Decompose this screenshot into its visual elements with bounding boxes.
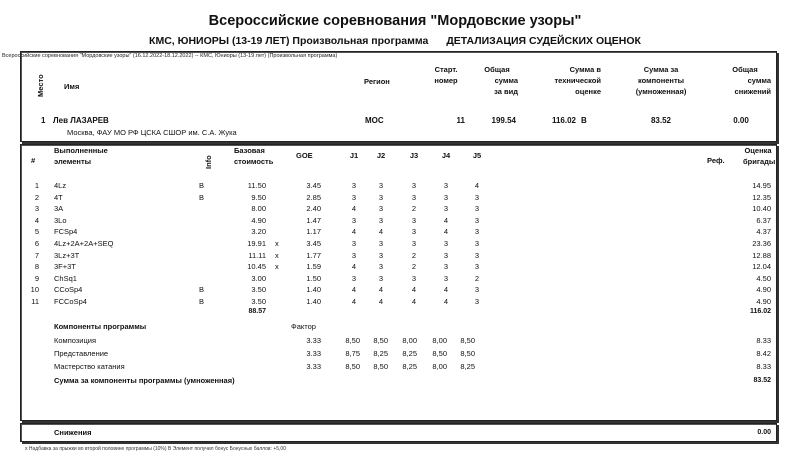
element-judge-2: 3 xyxy=(378,215,384,225)
header-info: Info xyxy=(204,155,213,169)
element-name: 3A xyxy=(54,204,64,214)
element-judge-3: 2 xyxy=(411,250,417,260)
element-judge-5: 4 xyxy=(474,181,480,190)
component-judge-5: 8,50 xyxy=(460,336,475,345)
page-subtitle xyxy=(0,35,790,47)
element-judge-2: 3 xyxy=(378,239,384,248)
element-judge-2: 3 xyxy=(378,250,384,260)
header-deductions xyxy=(711,64,771,97)
element-goe: 1.40 xyxy=(306,297,321,306)
component-judge-1: 8,50 xyxy=(345,362,360,371)
skater-total-score: 199.54 xyxy=(491,116,516,125)
header-tes xyxy=(531,64,601,97)
element-panel-score: 14.95 xyxy=(752,181,771,190)
header-tes-3: оценке xyxy=(575,87,601,96)
element-judge-3: 3 xyxy=(411,227,417,237)
element-goe: 1.47 xyxy=(306,215,321,225)
element-number: 7 xyxy=(34,250,39,260)
header-elements-2: элементы xyxy=(54,157,92,166)
skater-place: 1 xyxy=(41,116,46,125)
element-goe: 2.85 xyxy=(306,192,321,202)
components-total: 83.52 xyxy=(753,377,771,384)
element-judge-2: 4 xyxy=(378,285,384,295)
element-judge-3: 4 xyxy=(411,285,417,295)
component-name: Композиция xyxy=(54,336,97,345)
element-judge-1: 3 xyxy=(351,192,357,202)
element-name: ChSq1 xyxy=(54,273,77,283)
header-pcs xyxy=(621,64,701,97)
header-score-1: Оценка xyxy=(744,146,772,155)
element-panel-score: 4.50 xyxy=(756,273,771,283)
element-judge-4: 4 xyxy=(443,285,449,295)
element-judge-3: 3 xyxy=(411,215,417,225)
component-judge-1: 8,75 xyxy=(345,349,360,358)
element-name: 3Lo xyxy=(54,215,67,225)
component-judge-2: 8,25 xyxy=(373,349,388,358)
deductions-label: Снижения xyxy=(54,428,92,437)
header-element-num: # xyxy=(31,156,36,165)
element-name: FCSp4 xyxy=(54,227,78,237)
element-judge-3: 3 xyxy=(411,181,417,190)
element-judge-3: 3 xyxy=(411,273,417,283)
skater-summary-box xyxy=(2,51,777,142)
element-judge-5: 3 xyxy=(474,227,480,237)
header-j5: J5 xyxy=(472,151,482,160)
header-goe: GOE xyxy=(296,151,313,160)
page-title: Всероссийские соревнования "Мордовские узоры" xyxy=(208,13,582,29)
header-base-2: стоимость xyxy=(234,157,274,166)
skater-tes-flag: B xyxy=(581,116,587,125)
element-panel-score: 4.37 xyxy=(756,227,771,237)
header-ded-1: Общая xyxy=(732,65,758,74)
component-judge-5: 8,50 xyxy=(460,349,475,358)
element-goe: 2.40 xyxy=(306,204,321,214)
element-name: 4T xyxy=(54,192,63,202)
header-elements-1: Выполненные xyxy=(54,146,108,155)
element-judge-1: 3 xyxy=(351,239,357,248)
element-panel-score: 10.40 xyxy=(752,204,771,214)
header-j4: J4 xyxy=(441,151,451,160)
element-judge-2: 4 xyxy=(378,297,384,306)
element-judge-3: 4 xyxy=(411,297,417,306)
component-name: Представление xyxy=(54,349,109,358)
header-region: Регион xyxy=(364,77,390,86)
element-number: 5 xyxy=(34,227,39,237)
element-goe: 1.50 xyxy=(306,273,321,283)
element-base-value: 19.91 xyxy=(247,239,266,248)
element-base-value: 11.11 xyxy=(248,250,266,260)
element-number: 10 xyxy=(30,285,39,295)
header-ded-2: сумма xyxy=(747,76,771,85)
element-panel-score: 4.90 xyxy=(756,285,771,295)
element-judge-3: 3 xyxy=(411,192,417,202)
element-info: B xyxy=(199,181,205,190)
component-factor: 3.33 xyxy=(306,362,321,371)
element-bonus-mark: x xyxy=(275,250,279,260)
header-start-2: номер xyxy=(434,76,458,85)
header-j2: J2 xyxy=(376,151,386,160)
category-label: КМС, ЮНИОРЫ (13-19 ЛЕТ) Произвольная программа xyxy=(149,35,429,47)
element-bonus-mark: x xyxy=(275,239,279,248)
element-judge-1: 4 xyxy=(351,285,357,295)
element-judge-5: 3 xyxy=(474,192,480,202)
element-base-value: 3.20 xyxy=(251,227,266,237)
header-total-3: за вид xyxy=(494,87,518,96)
element-base-value: 3.50 xyxy=(251,297,266,306)
header-start-number xyxy=(426,64,466,86)
skater-pcs: 83.52 xyxy=(650,116,672,125)
element-judge-4: 3 xyxy=(443,250,449,260)
element-judge-2: 3 xyxy=(378,181,384,190)
components-header: Компоненты программы xyxy=(54,322,147,331)
header-panel-score xyxy=(743,145,776,167)
element-judge-1: 3 xyxy=(351,273,357,283)
factor-label: Фактор xyxy=(291,322,316,331)
skater-name: Лев ЛАЗАРЕВ xyxy=(53,116,109,125)
header-total-1: Общая xyxy=(484,65,510,74)
element-judge-5: 3 xyxy=(474,285,480,295)
component-judge-4: 8,50 xyxy=(432,349,447,358)
element-judge-4: 3 xyxy=(443,273,449,283)
header-name: Имя xyxy=(64,82,80,91)
element-name: CCoSp4 xyxy=(54,285,83,295)
footnote: x Надбавка за прыжки во второй половине программы (10%) B Элемент получил бонус Бонусных баллов: +5,00 xyxy=(25,446,286,452)
element-base-value: 8.00 xyxy=(251,204,266,214)
element-judge-1: 3 xyxy=(351,215,357,225)
element-judge-1: 4 xyxy=(351,297,357,306)
element-judge-4: 3 xyxy=(443,262,449,272)
element-base-value: 11.50 xyxy=(247,181,266,190)
header-tes-2: технической xyxy=(554,76,601,85)
element-name: FCCoSp4 xyxy=(54,297,87,306)
element-goe: 1.77 xyxy=(306,250,321,260)
element-judge-5: 3 xyxy=(474,262,480,272)
component-judge-3: 8,25 xyxy=(402,349,417,358)
element-bonus-mark: x xyxy=(275,262,279,272)
element-judge-5: 3 xyxy=(474,297,480,306)
component-score: 8.42 xyxy=(756,349,771,358)
element-number: 8 xyxy=(34,262,39,272)
header-base xyxy=(234,145,273,167)
element-judge-4: 4 xyxy=(443,215,449,225)
header-pcs-3: (умноженная) xyxy=(635,87,687,96)
deductions-value: 0.00 xyxy=(757,429,771,436)
skater-tes: 116.02 xyxy=(551,116,576,125)
header-start-1: Старт. xyxy=(434,65,458,74)
element-number: 11 xyxy=(31,297,39,306)
element-judge-4: 3 xyxy=(443,181,449,190)
element-panel-score: 12.35 xyxy=(752,192,771,202)
skater-start-number: 11 xyxy=(456,116,465,125)
element-judge-5: 3 xyxy=(474,204,480,214)
element-number: 3 xyxy=(34,204,39,214)
component-judge-2: 8,50 xyxy=(373,362,388,371)
header-ded-3: снижений xyxy=(734,87,771,96)
header-j1: J1 xyxy=(349,151,359,160)
skater-region: МОС xyxy=(365,116,384,125)
header-place: Место xyxy=(36,74,45,97)
component-score: 8.33 xyxy=(756,336,771,345)
element-judge-3: 2 xyxy=(411,204,417,214)
element-base-value: 9.50 xyxy=(251,192,266,202)
element-judge-4: 3 xyxy=(443,239,449,248)
element-panel-score: 12.88 xyxy=(752,250,771,260)
element-base-value: 4.90 xyxy=(251,215,266,225)
skater-deductions: 0.00 xyxy=(733,116,749,125)
element-base-value: 3.00 xyxy=(251,273,266,283)
header-j3: J3 xyxy=(409,151,419,160)
tes-total: 116.02 xyxy=(749,308,771,315)
components-total-label: Сумма за компоненты программы (умноженная) xyxy=(54,376,235,385)
element-goe: 3.45 xyxy=(306,239,321,248)
component-judge-3: 8,00 xyxy=(402,336,417,345)
element-judge-1: 4 xyxy=(351,227,357,237)
element-name: 3F+3T xyxy=(54,262,76,272)
element-judge-4: 4 xyxy=(443,227,449,237)
header-score-2: бригады xyxy=(743,157,776,166)
element-judge-2: 3 xyxy=(378,262,384,272)
element-judge-2: 3 xyxy=(378,204,384,214)
component-factor: 3.33 xyxy=(306,336,321,345)
base-value-total: 88.57 xyxy=(248,308,266,315)
element-number: 2 xyxy=(34,192,39,202)
element-judge-1: 3 xyxy=(351,250,357,260)
element-name: 4Lz xyxy=(54,181,67,190)
header-total xyxy=(476,64,518,97)
element-panel-score: 23.36 xyxy=(752,239,771,248)
header-total-2: сумма xyxy=(494,76,518,85)
header-base-1: Базовая xyxy=(234,146,265,155)
element-info: B xyxy=(199,192,205,202)
header-tes-1: Сумма в xyxy=(569,65,601,74)
element-judge-2: 3 xyxy=(378,192,384,202)
element-goe: 3.45 xyxy=(306,181,321,190)
element-judge-2: 4 xyxy=(378,227,384,237)
elements-box xyxy=(20,144,777,421)
element-judge-3: 3 xyxy=(411,239,417,248)
component-name: Мастерство катания xyxy=(54,362,125,371)
component-judge-1: 8,50 xyxy=(345,336,360,345)
element-name: 4Lz+2A+2A+SEQ xyxy=(54,239,114,248)
element-number: 6 xyxy=(34,239,39,248)
element-judge-5: 3 xyxy=(474,250,480,260)
element-judge-5: 3 xyxy=(474,239,480,248)
element-panel-score: 4.90 xyxy=(756,297,771,306)
component-judge-5: 8,25 xyxy=(460,362,475,371)
element-judge-4: 4 xyxy=(443,297,449,306)
element-number: 9 xyxy=(34,273,39,283)
element-base-value: 10.45 xyxy=(247,262,266,272)
component-judge-4: 8,00 xyxy=(432,362,447,371)
header-ref: Реф. xyxy=(707,156,725,165)
element-judge-2: 3 xyxy=(378,273,384,283)
element-goe: 1.59 xyxy=(306,262,321,272)
component-factor: 3.33 xyxy=(306,349,321,358)
element-name: 3Lz+3T xyxy=(54,250,80,260)
element-number: 1 xyxy=(34,181,39,190)
element-panel-score: 6.37 xyxy=(756,215,771,225)
element-judge-4: 3 xyxy=(443,192,449,202)
element-judge-5: 3 xyxy=(474,215,480,225)
element-judge-4: 3 xyxy=(443,204,449,214)
element-number: 4 xyxy=(34,215,39,225)
element-goe: 1.17 xyxy=(306,227,321,237)
header-elements xyxy=(54,145,108,167)
element-judge-1: 3 xyxy=(351,181,357,190)
element-info: B xyxy=(199,285,205,295)
component-judge-3: 8,25 xyxy=(402,362,417,371)
component-judge-2: 8,50 xyxy=(373,336,388,345)
element-goe: 1.40 xyxy=(306,285,321,295)
component-score: 8.33 xyxy=(756,362,771,371)
header-pcs-1: Сумма за xyxy=(643,65,679,74)
element-judge-1: 4 xyxy=(351,204,357,214)
element-judge-5: 2 xyxy=(474,273,480,283)
element-judge-1: 4 xyxy=(351,262,357,272)
event-line: Всероссийские соревнования "Мордовские узоры" (16.12.2022-18.12.2022) -- КМС, Юниоры (13-19 лет) (Произвольная программа) xyxy=(2,53,338,59)
component-judge-4: 8,00 xyxy=(432,336,447,345)
element-base-value: 3.50 xyxy=(251,285,266,295)
element-judge-3: 2 xyxy=(411,262,417,272)
header-pcs-2: компоненты xyxy=(637,76,685,85)
deductions-box xyxy=(20,423,777,442)
report-label: ДЕТАЛИЗАЦИЯ СУДЕЙСКИХ ОЦЕНОК xyxy=(446,35,641,47)
element-info: B xyxy=(199,297,205,306)
element-panel-score: 12.04 xyxy=(752,262,771,272)
skater-club: Москва, ФАУ МО РФ ЦСКА СШОР им. С.А. Жука xyxy=(67,128,237,137)
